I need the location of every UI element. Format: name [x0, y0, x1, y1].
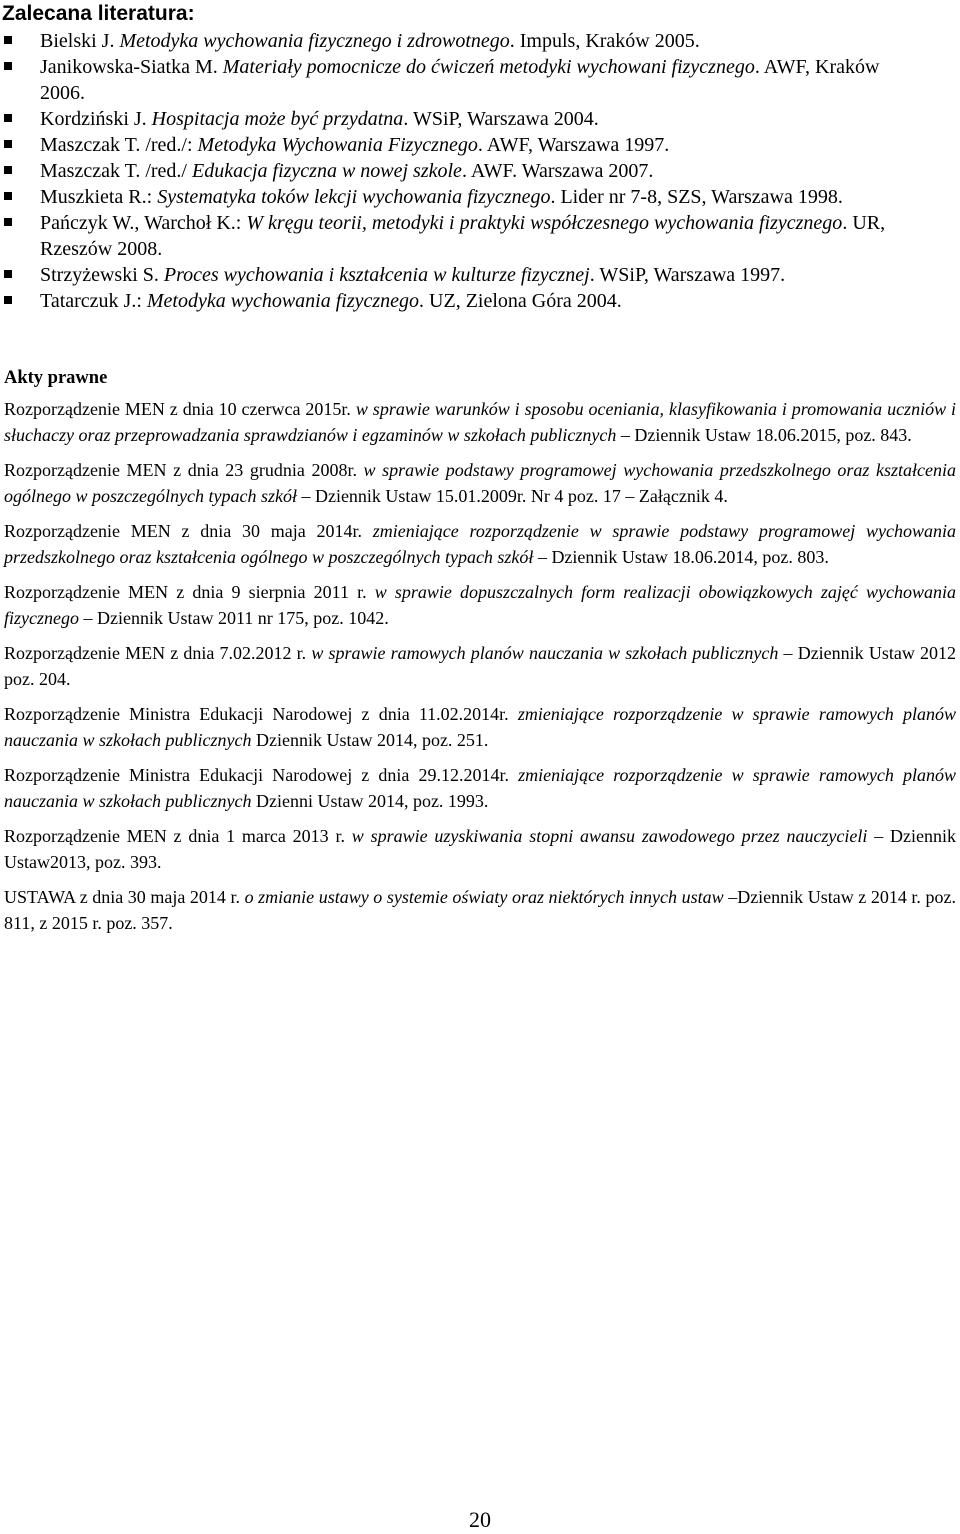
square-bullet-icon — [4, 36, 12, 44]
act-journal: Dzienni Ustaw 2014, poz. 1993. — [251, 791, 489, 811]
act-journal: – Dziennik Ustaw 15.01.2009r. Nr 4 poz. 17 – Załącznik 4. — [296, 486, 728, 506]
literature-list — [0, 28, 960, 314]
literature-publisher: . WSiP, Warszawa 1997. — [589, 264, 786, 286]
square-bullet-icon — [4, 270, 12, 278]
act-reference: Rozporządzenie MEN z dnia 7.02.2012 r. — [4, 643, 312, 663]
square-bullet-icon — [4, 218, 12, 226]
literature-author: Maszczak T. /red./ — [40, 160, 192, 182]
literature-title: Hospitacja może być przydatna — [151, 108, 404, 130]
act-title: w sprawie dopuszczalnych form realizacji obowiązkowych zajęć wychowania fizycznego — [4, 582, 956, 628]
literature-title: Systematyka toków lekcji wychowania fizycznego — [157, 186, 551, 208]
act-title: zmieniające rozporządzenie w sprawie ramowych planów nauczania w szkołach publicznych — [4, 765, 956, 811]
literature-publisher: . Lider nr 7-8, SZS, Warszawa 1998. — [550, 186, 843, 208]
literature-item — [0, 288, 960, 314]
literature-item — [0, 184, 960, 210]
legal-act-entry — [4, 701, 956, 753]
legal-act-entry — [4, 396, 956, 448]
literature-title: Edukacja fizyczna w nowej szkole — [191, 160, 462, 182]
act-title: zmieniające rozporządzenie w sprawie ramowych planów nauczania w szkołach publicznych — [4, 704, 956, 750]
legal-act-entry — [4, 884, 956, 936]
literature-author: Strzyżewski S. — [40, 264, 164, 286]
literature-item — [0, 28, 960, 54]
literature-item — [0, 158, 960, 184]
square-bullet-icon — [4, 192, 12, 200]
act-reference: Rozporządzenie MEN z dnia 9 sierpnia 2011 r. — [4, 582, 375, 602]
literature-title: Metodyka wychowania fizycznego — [146, 290, 420, 312]
square-bullet-icon — [4, 62, 12, 70]
literature-publisher: . AWF, Kraków 2006. — [40, 56, 880, 104]
act-reference: Rozporządzenie Ministra Edukacji Narodowej z dnia 29.12.2014r. — [4, 765, 519, 785]
literature-publisher: . WSiP, Warszawa 2004. — [403, 108, 599, 130]
act-journal: – Dziennik Ustaw2013, poz. 393. — [4, 826, 957, 872]
literature-item — [0, 132, 960, 158]
act-title: w sprawie uzyskiwania stopni awansu zawodowego przez nauczycieli — [351, 826, 868, 846]
literature-title: Materiały pomocnicze do ćwiczeń metodyki wychowani fizycznego — [222, 56, 755, 78]
act-reference: Rozporządzenie MEN z dnia 10 czerwca 2015r. — [4, 399, 356, 419]
act-reference: Rozporządzenie MEN z dnia 30 maja 2014r. — [4, 521, 373, 541]
act-journal: –Dziennik Ustaw z 2014 r. poz. 811, z 2015 r. poz. 357. — [4, 887, 956, 933]
legal-act-entry — [4, 823, 956, 875]
act-reference: Rozporządzenie Ministra Edukacji Narodowej z dnia 11.02.2014r. — [4, 704, 518, 724]
legal-act-entry — [4, 518, 956, 570]
act-reference: USTAWA z dnia 30 maja 2014 r. — [4, 887, 245, 907]
act-title: w sprawie ramowych planów nauczania w szkołach publicznych — [311, 643, 779, 663]
literature-publisher: . AWF, Warszawa 1997. — [477, 134, 670, 156]
literature-title: Proces wychowania i kształcenia w kulturze fizycznej — [163, 264, 590, 286]
literature-author: Kordziński J. — [40, 108, 152, 130]
literature-author: Tatarczuk J.: — [40, 290, 147, 312]
act-reference: Rozporządzenie MEN z dnia 23 grudnia 2008r. — [4, 460, 364, 480]
legal-act-entry — [4, 457, 956, 509]
literature-publisher: . UZ, Zielona Góra 2004. — [419, 290, 622, 312]
literature-title: Metodyka wychowania fizycznego i zdrowotnego — [119, 30, 510, 52]
act-journal: – Dziennik Ustaw 2011 nr 175, poz. 1042. — [78, 608, 389, 628]
literature-publisher: . Impuls, Kraków 2005. — [509, 30, 700, 52]
legal-act-entry — [4, 579, 956, 631]
act-reference: Rozporządzenie MEN z dnia 1 marca 2013 r. — [4, 826, 352, 846]
act-journal: Dziennik Ustaw 2014, poz. 251. — [251, 730, 489, 750]
legal-acts-list — [4, 396, 956, 936]
literature-item — [0, 54, 960, 106]
square-bullet-icon — [4, 166, 12, 174]
act-title: w sprawie podstawy programowej wychowania przedszkolnego oraz kształcenia ogólnego w poszczególnych typach szkół — [4, 460, 956, 506]
literature-author: Bielski J. — [40, 30, 120, 52]
literature-title: Metodyka Wychowania Fizycznego — [197, 134, 478, 156]
literature-publisher: . UR, Rzeszów 2008. — [40, 212, 886, 260]
legal-act-entry — [4, 640, 956, 692]
literature-title: W kręgu teorii, metodyki i praktyki współczesnego wychowania fizycznego — [246, 212, 843, 234]
square-bullet-icon — [4, 296, 12, 304]
literature-author: Pańczyk W., Warchoł K.: — [40, 212, 247, 234]
literature-publisher: . AWF. Warszawa 2007. — [461, 160, 654, 182]
acts-heading: Akty prawne — [4, 368, 108, 388]
act-journal: – Dziennik Ustaw 18.06.2015, poz. 843. — [616, 425, 912, 445]
literature-author: Janikowska-Siatka M. — [40, 56, 223, 78]
act-title: zmieniające rozporządzenie w sprawie podstawy programowej wychowania przedszkolnego oraz kształcenia ogólnego w poszczególnych typach szkół — [4, 521, 956, 567]
literature-item — [0, 106, 960, 132]
act-journal: – Dziennik Ustaw 2012 poz. 204. — [4, 643, 956, 689]
literature-item — [0, 262, 960, 288]
page-number: 20 — [469, 1507, 491, 1532]
square-bullet-icon — [4, 114, 12, 122]
act-journal: – Dziennik Ustaw 18.06.2014, poz. 803. — [533, 547, 829, 567]
literature-author: Maszczak T. /red./: — [40, 134, 198, 156]
literature-heading: Zalecana literatura: — [2, 2, 195, 25]
act-title: w sprawie warunków i sposobu oceniania, klasyfikowania i promowania uczniów i słuchaczy oraz przeprowadzania sprawdzianów i egzaminów w szkołach publicznych — [4, 399, 957, 445]
legal-act-entry — [4, 762, 956, 814]
act-title: o zmianie ustawy o systemie oświaty oraz niektórych innych ustaw — [244, 887, 724, 907]
literature-author: Muszkieta R.: — [40, 186, 158, 208]
square-bullet-icon — [4, 140, 12, 148]
literature-item — [0, 210, 960, 262]
